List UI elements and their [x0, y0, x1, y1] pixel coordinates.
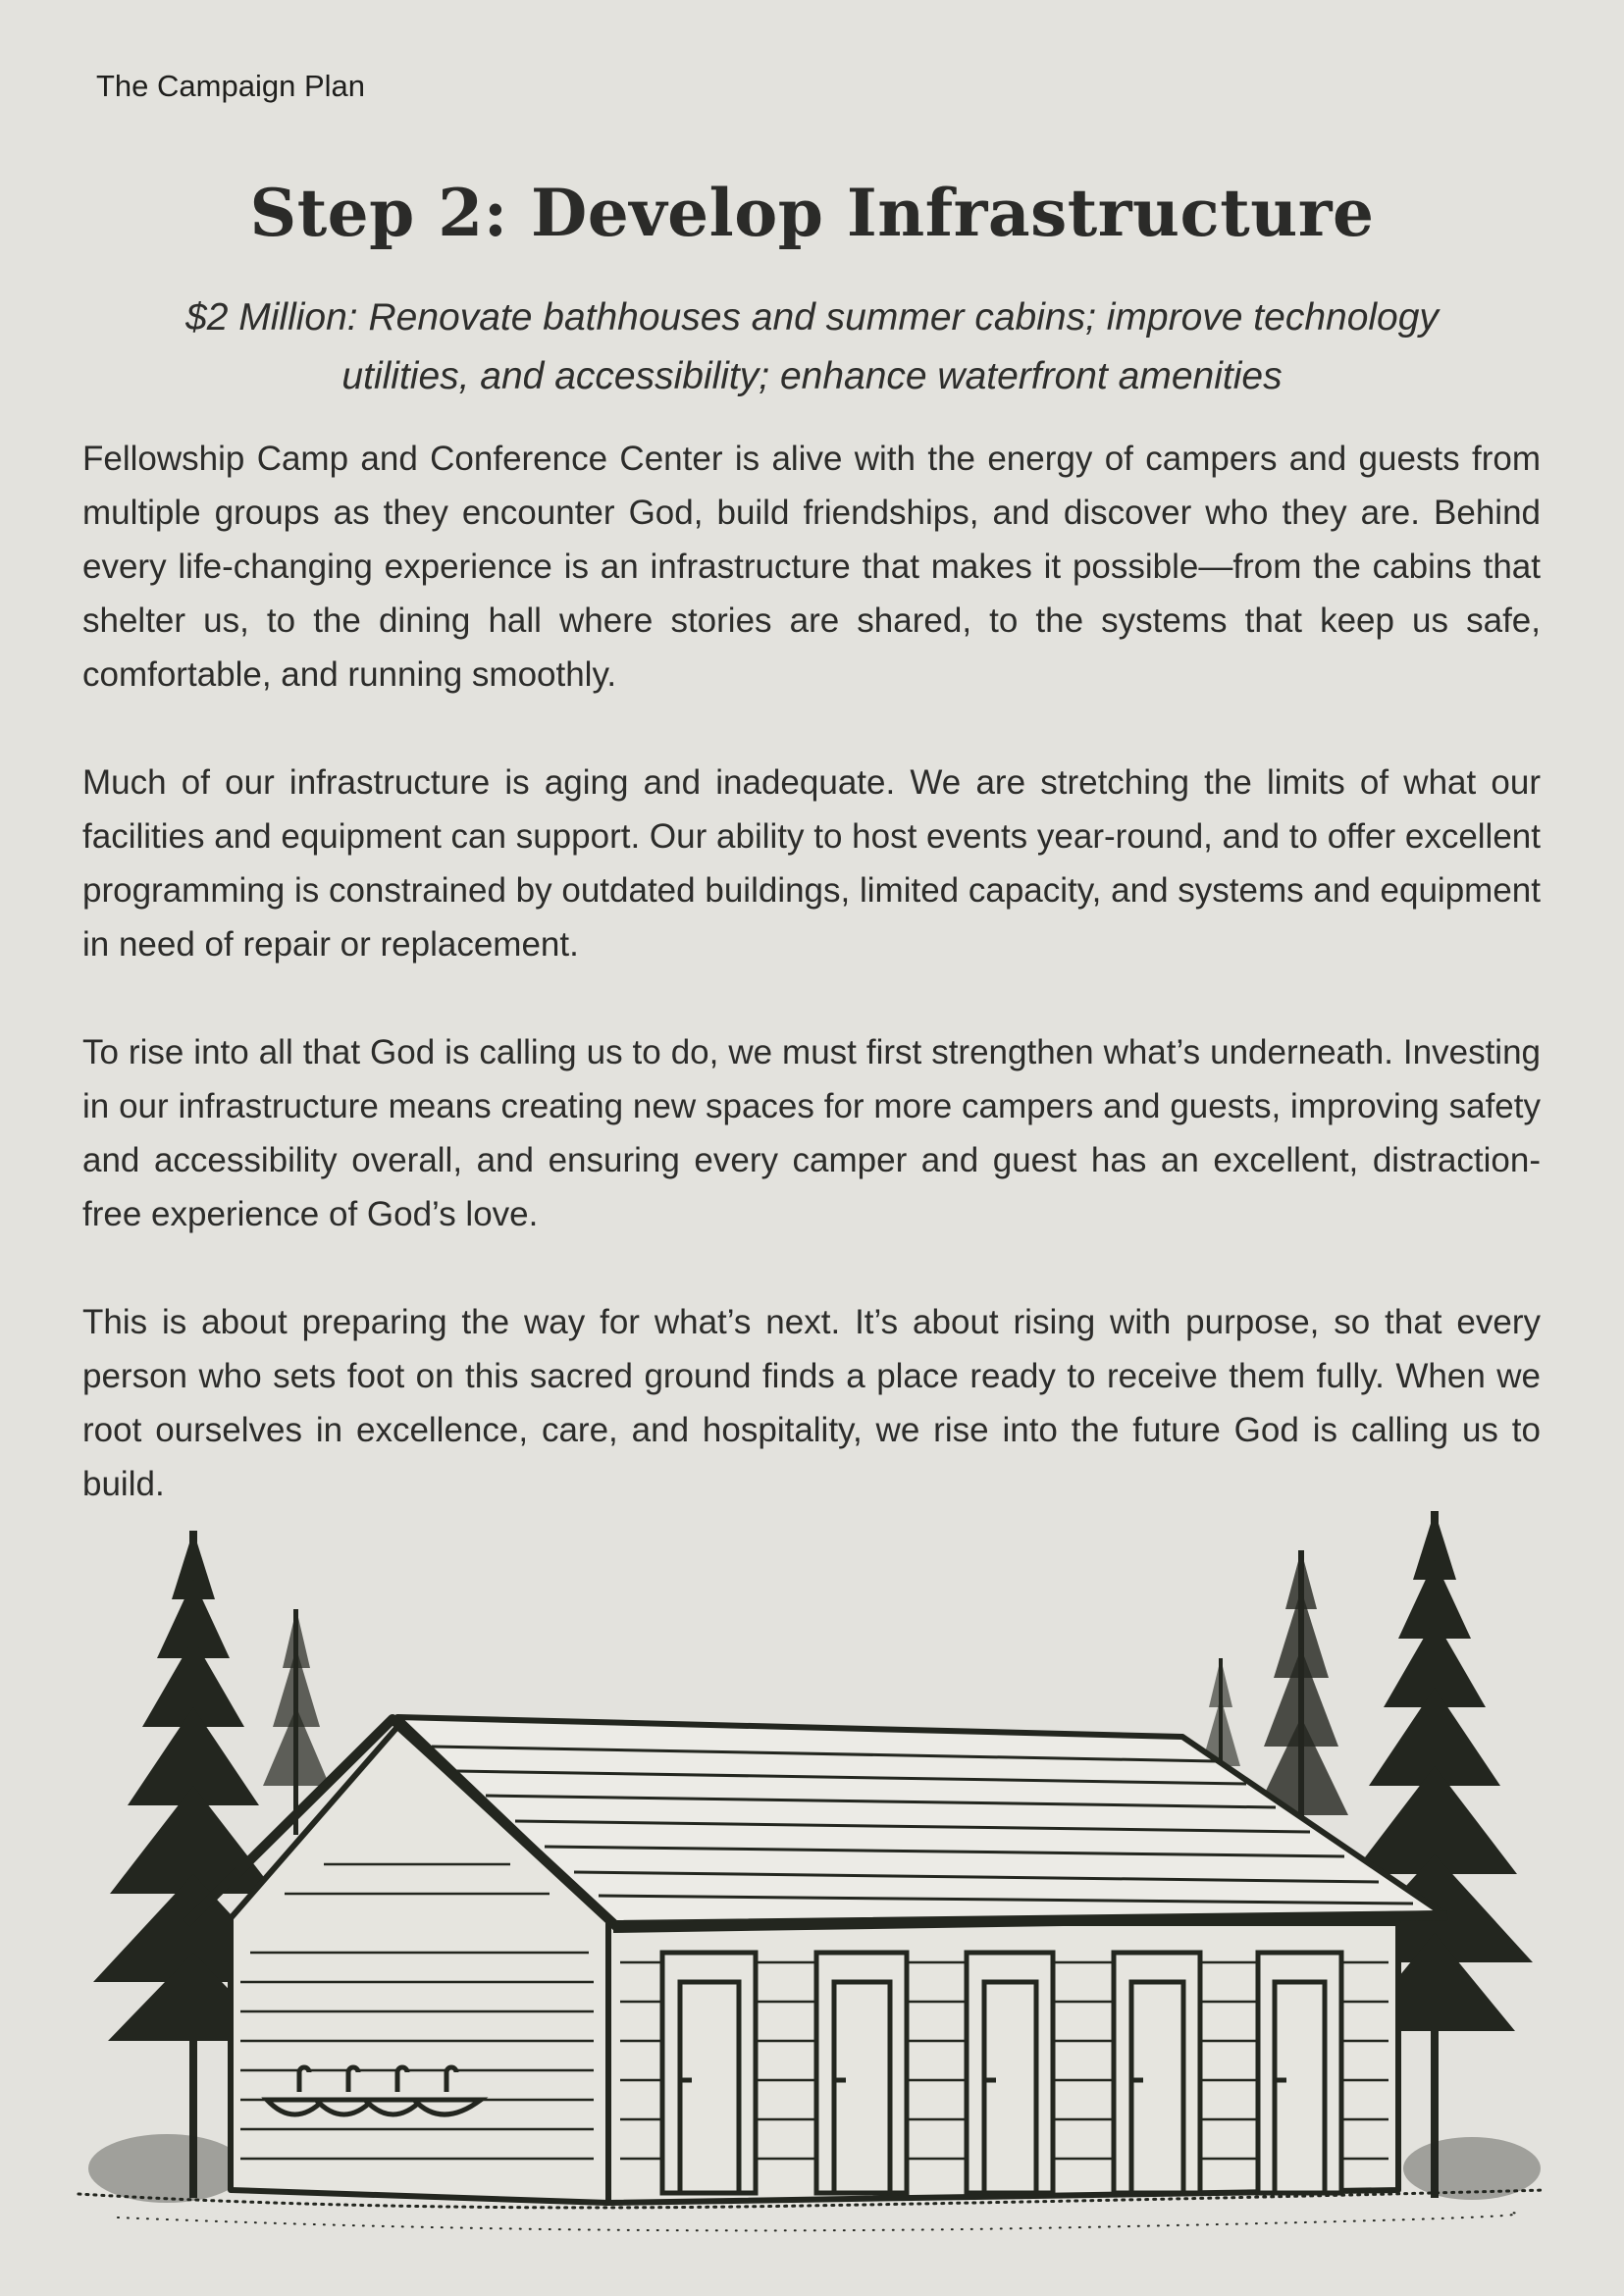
paragraph-2: Much of our infrastructure is aging and inadequate. We are stretching the limits of what our facilities and equipment can support. Our ability to host events year-round, and to offer excellent programming is constrained by outdated buildings, limited capacity, and systems and equipment in need of repair or replacement. [82, 763, 1541, 964]
bathhouse-illustration [0, 1491, 1624, 2257]
paragraph-4: This is about preparing the way for what’s next. It’s about rising with purpose, so that every person who sets foot on this sacred ground finds a place ready to receive them fully. When we root ourselves in excellence, care, and hospitality, we rise into the future God is calling us to build. [82, 1303, 1541, 1503]
body-text [82, 432, 1541, 1565]
page-subtitle: $2 Million: Renovate bathhouses and summer cabins; improve technology utilities, and accessibility; enhance waterfront amenities [185, 296, 1439, 397]
paragraph-1: Fellowship Camp and Conference Center is alive with the energy of campers and guests from multiple groups as they encounter God, build friendships, and discover who they are. Behind every life-changing experience is an infrastructure that makes it possible—from the cabins that shelter us, to the dining hall where stories are shared, to the systems that keep us safe, comfortable, and running smoothly. [82, 440, 1541, 694]
page-title: Step 2: Develop Infrastructure [249, 175, 1375, 251]
running-header: The Campaign Plan [96, 69, 365, 103]
paragraph-3: To rise into all that God is calling us to do, we must first strengthen what’s underneath. Investing in our infrastructure means creating new spaces for more campers and guests, improving safety and accessibility overall, and ensuring every camper and guest has an excellent, distraction-free experience of God’s love. [82, 1033, 1541, 1233]
